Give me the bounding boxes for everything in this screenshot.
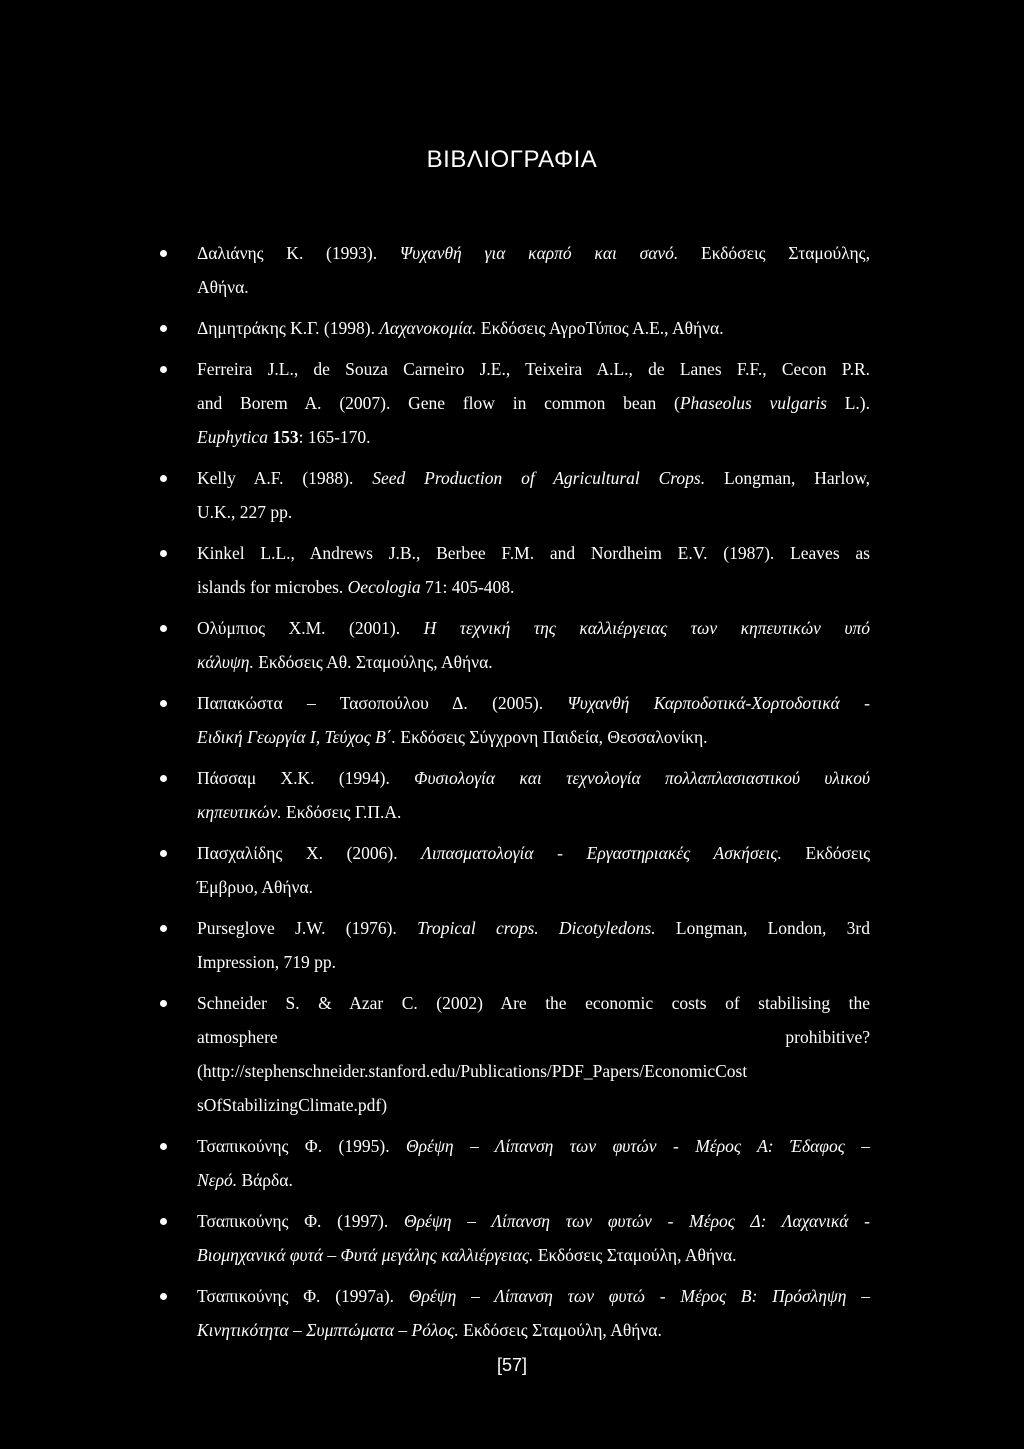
reference-text: Δημητράκης Κ.Γ. (1998).	[197, 318, 380, 338]
reference-text: Αθήνα.	[197, 277, 249, 297]
reference-text: Ειδική Γεωργία Ι, Τεύχος Β΄.	[197, 727, 397, 747]
reference-text: Ferreira J.L., de Souza Carneiro J.E., Teixeira A.L., de Lanes F.F., Cecon P.R.	[197, 359, 870, 379]
reference-line	[197, 611, 870, 645]
reference-line	[197, 570, 870, 604]
reference-text: islands for microbes.	[197, 577, 348, 597]
reference-text: Longman, Harlow,	[705, 468, 870, 488]
reference-line	[197, 986, 870, 1020]
reference-item	[160, 611, 870, 679]
reference-text: (http://stephenschneider.stanford.edu/Publications/PDF_Papers/EconomicCost	[197, 1061, 748, 1081]
reference-item	[160, 836, 870, 904]
reference-text: Phaseolus vulgaris	[679, 393, 827, 413]
reference-line	[197, 495, 870, 529]
bullet-icon	[160, 925, 167, 932]
reference-item	[160, 1129, 870, 1197]
bullet-icon	[160, 250, 167, 257]
reference-item	[160, 461, 870, 529]
bullet-icon	[160, 700, 167, 707]
reference-line	[197, 1088, 870, 1122]
reference-line	[197, 795, 870, 829]
page-title: ΒΙΒΛΙΟΓΡΑΦΙΑ	[426, 146, 598, 173]
reference-line	[197, 911, 870, 945]
reference-text: Θρέψη – Λίπανση των φυτών - Μέρος Α: Έδαφος –	[406, 1136, 871, 1156]
reference-item	[160, 352, 870, 454]
reference-text: Impression, 719 pp.	[197, 952, 337, 972]
reference-text: Longman, London, 3rd	[655, 918, 870, 938]
reference-text: Oecologia	[347, 577, 421, 597]
reference-text: Schneider S. & Azar C. (2002) Are the economic costs of stabilising the	[197, 993, 870, 1013]
bullet-icon	[160, 775, 167, 782]
reference-list	[160, 236, 870, 1354]
reference-line	[197, 1054, 870, 1088]
reference-text: Εκδόσεις Αθ. Σταμούλης, Αθήνα.	[253, 652, 493, 672]
bullet-icon	[160, 1293, 167, 1300]
reference-text: Νερό.	[197, 1170, 238, 1190]
reference-text: and Borem A. (2007). Gene flow in common bean (	[197, 393, 680, 413]
reference-line	[197, 420, 870, 454]
reference-line	[197, 945, 870, 979]
reference-item	[160, 686, 870, 754]
reference-line	[197, 270, 870, 304]
reference-item	[160, 1204, 870, 1272]
reference-text: Βάρδα.	[237, 1170, 293, 1190]
bullet-icon	[160, 1000, 167, 1007]
bullet-icon	[160, 625, 167, 632]
bullet-icon	[160, 475, 167, 482]
reference-text: Πάσσαμ Χ.Κ. (1994).	[197, 768, 415, 788]
reference-line	[197, 236, 870, 270]
reference-line	[197, 1238, 870, 1272]
reference-item	[160, 1279, 870, 1347]
bullet-icon	[160, 550, 167, 557]
reference-line	[197, 311, 870, 345]
reference-line	[197, 1020, 870, 1054]
reference-item	[160, 536, 870, 604]
reference-text: Η τεχνική της καλλιέργειας των κηπευτικών υπό	[423, 618, 871, 638]
reference-text: Τσαπικούνης Φ. (1997a).	[197, 1286, 409, 1306]
reference-text: Ολύμπιος Χ.Μ. (2001).	[197, 618, 424, 638]
reference-text: Εκδόσεις Σύγχρονη Παιδεία, Θεσσαλονίκη.	[396, 727, 708, 747]
reference-text: Ψυχανθή Καρποδοτικά-Χορτοδοτικά -	[567, 693, 871, 713]
reference-text: Εκδόσεις Σταμούλη, Αθήνα.	[533, 1245, 737, 1265]
reference-line	[197, 1313, 870, 1347]
reference-item	[160, 911, 870, 979]
bullet-icon	[160, 325, 167, 332]
bullet-icon	[160, 850, 167, 857]
reference-item	[160, 236, 870, 304]
reference-text: Λαχανοκομία.	[379, 318, 477, 338]
reference-text: Tropical crops. Dicotyledons.	[417, 918, 656, 938]
reference-line	[197, 1129, 870, 1163]
reference-item	[160, 311, 870, 345]
reference-text: Θρέψη – Λίπανση των φυτώ - Μέρος Β: Πρόσληψη –	[408, 1286, 870, 1306]
reference-item	[160, 761, 870, 829]
reference-line	[197, 836, 870, 870]
reference-line	[197, 686, 870, 720]
reference-text: Euphytica	[197, 427, 268, 447]
bullet-icon	[160, 1218, 167, 1225]
reference-text: 153	[272, 427, 299, 447]
reference-text: Εκδόσεις Σταμούλης,	[678, 243, 870, 263]
reference-line	[197, 720, 870, 754]
reference-text: κηπευτικών.	[197, 802, 282, 822]
reference-text: Ψυχανθή για καρπό και σανό.	[399, 243, 679, 263]
reference-item	[160, 986, 870, 1122]
reference-text: Πασχαλίδης Χ. (2006).	[197, 843, 422, 863]
reference-line	[197, 761, 870, 795]
reference-text: Τσαπικούνης Φ. (1995).	[197, 1136, 407, 1156]
reference-line	[197, 1204, 870, 1238]
reference-text: Purseglove J.W. (1976).	[197, 918, 418, 938]
reference-line	[197, 461, 870, 495]
reference-text: κάλυψη.	[197, 652, 254, 672]
reference-text: Εκδόσεις ΑγροΤύπος Α.Ε., Αθήνα.	[476, 318, 724, 338]
reference-text: Θρέψη – Λίπανση των φυτών - Μέρος Δ: Λαχανικά -	[404, 1211, 871, 1231]
reference-text: L.).	[826, 393, 870, 413]
reference-text: Seed Production of Agricultural Crops.	[372, 468, 706, 488]
reference-line	[197, 1163, 870, 1197]
reference-text: Εκδόσεις Σταμούλη, Αθήνα.	[458, 1320, 662, 1340]
reference-text: Τσαπικούνης Φ. (1997).	[197, 1211, 404, 1231]
reference-text: Kelly A.F. (1988).	[197, 468, 373, 488]
reference-line	[197, 645, 870, 679]
reference-line	[197, 1279, 870, 1313]
reference-text: Έμβρυο, Αθήνα.	[197, 877, 313, 897]
reference-text: sOfStabilizingClimate.pdf)	[197, 1095, 388, 1115]
reference-text: Βιομηχανικά φυτά – Φυτά μεγάλης καλλιέργειας.	[197, 1245, 534, 1265]
reference-text: Kinkel L.L., Andrews J.B., Berbee F.M. and Nordheim E.V. (1987). Leaves as	[197, 543, 870, 563]
reference-line	[197, 870, 870, 904]
reference-text: : 165-170.	[298, 427, 371, 447]
reference-text: U.K., 227 pp.	[197, 502, 293, 522]
reference-text: Εκδόσεις	[781, 843, 871, 863]
bullet-icon	[160, 1143, 167, 1150]
bullet-icon	[160, 366, 167, 373]
reference-text: Εκδόσεις Γ.Π.Α.	[281, 802, 402, 822]
reference-line	[197, 536, 870, 570]
reference-text: Κινητικότητα – Συμπτώματα – Ρόλος.	[197, 1320, 459, 1340]
reference-text: atmosphere prohibitive?	[197, 1027, 870, 1047]
page-number: [57]	[496, 1355, 528, 1375]
reference-text: Λιπασματολογία - Εργαστηριακές Ασκήσεις.	[421, 843, 782, 863]
reference-text: Παπακώστα – Τασοπούλου Δ. (2005).	[197, 693, 568, 713]
reference-line	[197, 386, 870, 420]
reference-text: Φυσιολογία και τεχνολογία πολλαπλασιαστικού υλικού	[414, 768, 870, 788]
reference-line	[197, 352, 870, 386]
reference-text: Δαλιάνης Κ. (1993).	[197, 243, 400, 263]
reference-text: 71: 405-408.	[420, 577, 515, 597]
